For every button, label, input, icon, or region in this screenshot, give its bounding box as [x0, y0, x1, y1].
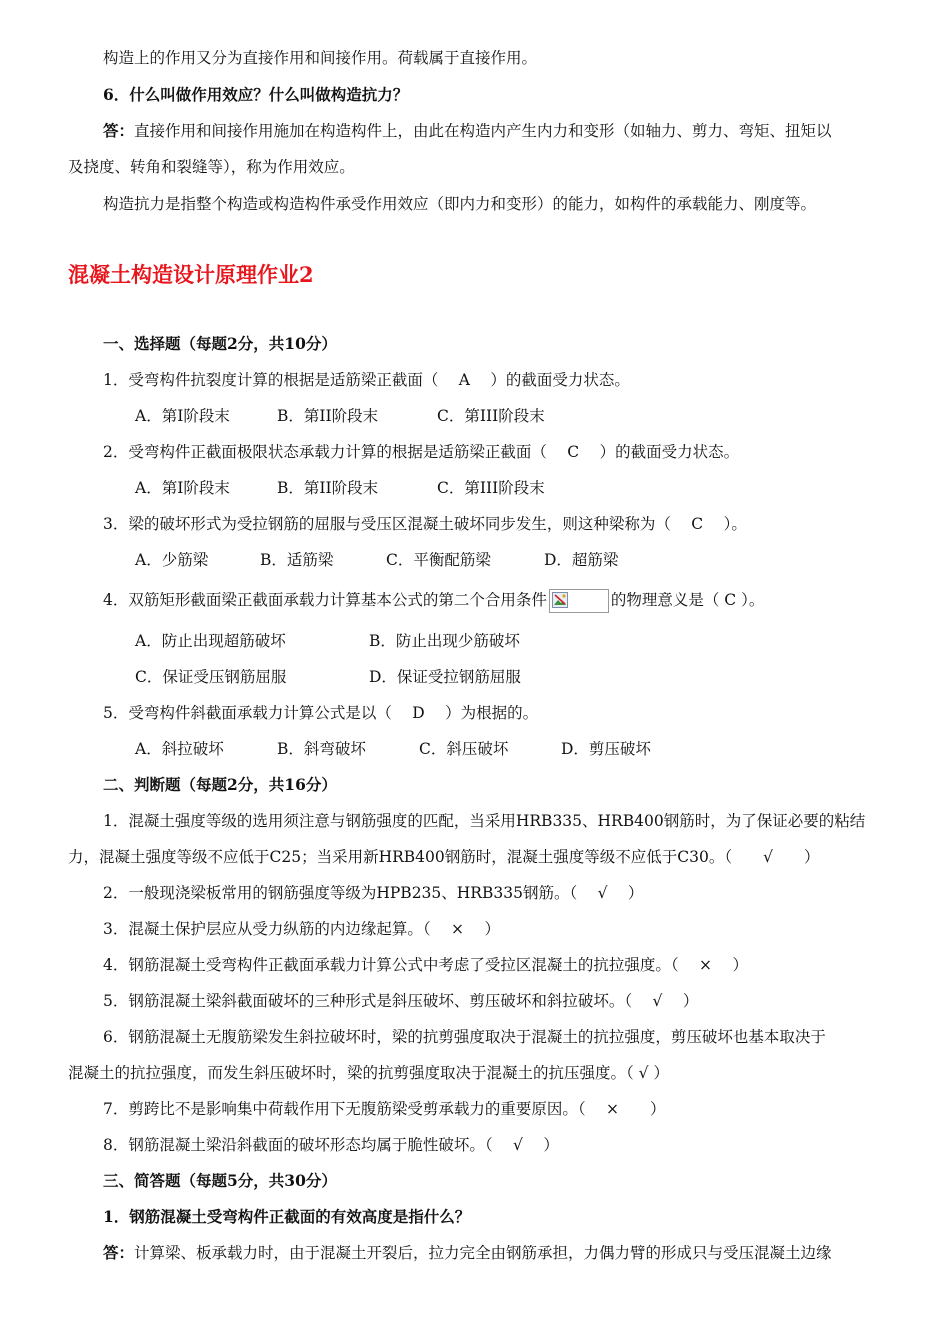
choice-question-2-options — [135, 477, 545, 499]
answer-6-paragraph-2: 构造抗力是指整个构造或构造构件承受作用效应（即内力和变形）的能力，如构件的承载能力、刚度等。 — [103, 195, 817, 213]
option-a: A．第I阶段末 — [135, 479, 230, 497]
choice-question-4-options-row-1 — [135, 630, 520, 652]
option-c: C．平衡配筋梁 — [386, 551, 491, 569]
option-c: C．第III阶段末 — [437, 479, 545, 497]
option-c: C．斜压破坏 — [419, 740, 509, 758]
answer-text: 计算梁、板承载力时，由于混凝土开裂后，拉力完全由钢筋承担，力偶力臂的形成只与受压混凝土边缘 — [134, 1244, 832, 1262]
judge-2: 2．一般现浇梁板常用的钢筋强度等级为HPB235、HRB335钢筋。（ √ ） — [103, 884, 644, 902]
judge-6-line-1: 6．钢筋混凝土无腹筋梁发生斜拉破坏时，梁的抗剪强度取决于混凝土的抗拉强度，剪压破坏也基本取决于 — [103, 1028, 826, 1046]
option-b: B．第II阶段末 — [277, 407, 379, 425]
question-6: 6．什么叫做作用效应？什么叫做构造抗力？ — [103, 85, 409, 104]
assignment-title: 混凝土构造设计原理作业2 — [68, 262, 314, 287]
option-c: C．第III阶段末 — [437, 407, 545, 425]
question-4-text-end: 的物理意义是（ C ）。 — [610, 591, 765, 609]
option-c: C．保证受压钢筋屈服 — [135, 668, 287, 686]
choice-question-5: 5．受弯构件斜截面承载力计算公式是以（ D ）为根据的。 — [103, 704, 539, 722]
option-d: D．保证受拉钢筋屈服 — [369, 668, 521, 686]
broken-image-icon — [552, 592, 568, 608]
short-answer-1-line-1 — [103, 1242, 832, 1264]
answer-6-line-1 — [103, 120, 832, 142]
choice-question-1-options — [135, 405, 545, 427]
formula-image-placeholder — [549, 589, 609, 613]
choice-question-3: 3．梁的破坏形式为受拉钢筋的屈服与受压区混凝土破坏同步发生，则这种梁称为（ C ）。 — [103, 515, 747, 533]
option-b: B．适筋梁 — [260, 551, 334, 569]
section-2-heading: 二、判断题（每题2分，共16分） — [103, 775, 337, 794]
judge-8: 8．钢筋混凝土梁沿斜截面的破坏形态均属于脆性破坏。（ √ ） — [103, 1136, 559, 1154]
option-a: A．少筋梁 — [135, 551, 209, 569]
answer-label: 答： — [103, 121, 135, 140]
choice-question-3-options — [135, 549, 618, 571]
choice-question-5-options — [135, 738, 651, 760]
short-answer-question-1: 1．钢筋混凝土受弯构件正截面的有效高度是指什么？ — [103, 1207, 471, 1226]
choice-question-1: 1．受弯构件抗裂度计算的根据是适筋梁正截面（ A ）的截面受力状态。 — [103, 371, 630, 389]
section-3-heading: 三、简答题（每题5分，共30分） — [103, 1171, 337, 1190]
judge-3: 3．混凝土保护层应从受力纵筋的内边缘起算。（ × ） — [103, 920, 500, 938]
judge-5: 5．钢筋混凝土梁斜截面破坏的三种形式是斜压破坏、剪压破坏和斜拉破坏。（ √ ） — [103, 992, 699, 1010]
section-1-heading: 一、选择题（每题2分，共10分） — [103, 334, 337, 353]
judge-4: 4．钢筋混凝土受弯构件正截面承载力计算公式中考虑了受拉区混凝土的抗拉强度。（ × ） — [103, 956, 748, 974]
option-b: B．防止出现少筋破坏 — [369, 632, 520, 650]
option-d: D．超筋梁 — [544, 551, 619, 569]
option-a: A．斜拉破坏 — [135, 740, 224, 758]
option-a: A．第I阶段末 — [135, 407, 230, 425]
judge-6-line-2: 混凝土的抗拉强度，而发生斜压破坏时，梁的抗剪强度取决于混凝土的抗压强度。（ √ ） — [68, 1064, 669, 1082]
answer-6-line-2: 及挠度、转角和裂缝等），称为作用效应。 — [68, 158, 355, 176]
option-b: B．斜弯破坏 — [277, 740, 366, 758]
intro-paragraph: 构造上的作用又分为直接作用和间接作用。荷载属于直接作用。 — [103, 49, 538, 67]
option-a: A．防止出现超筋破坏 — [135, 632, 286, 650]
judge-7: 7．剪跨比不是影响集中荷载作用下无腹筋梁受剪承载力的重要原因。（ × ） — [103, 1100, 666, 1118]
judge-1-line-1: 1．混凝土强度等级的选用须注意与钢筋强度的匹配，当采用HRB335、HRB400钢筋时，为了保证必要的粘结 — [103, 812, 866, 830]
choice-question-4 — [103, 589, 764, 613]
choice-question-4-options-row-2 — [135, 666, 521, 688]
choice-question-2: 2．受弯构件正截面极限状态承载力计算的根据是适筋梁正截面（ C ）的截面受力状态。 — [103, 443, 740, 461]
question-4-text-start: 4．双筋矩形截面梁正截面承载力计算基本公式的第二个合用条件 — [103, 591, 547, 609]
answer-text: 直接作用和间接作用施加在构造构件上，由此在构造内产生内力和变形（如轴力、剪力、弯矩、扭矩以 — [134, 122, 832, 140]
judge-1-line-2: 力，混凝土强度等级不应低于C25；当采用新HRB400钢筋时，混凝土强度等级不应低于C30。（ √ ） — [68, 848, 820, 866]
option-b: B．第II阶段末 — [277, 479, 379, 497]
answer-label: 答： — [103, 1243, 135, 1262]
option-d: D．剪压破坏 — [561, 740, 651, 758]
